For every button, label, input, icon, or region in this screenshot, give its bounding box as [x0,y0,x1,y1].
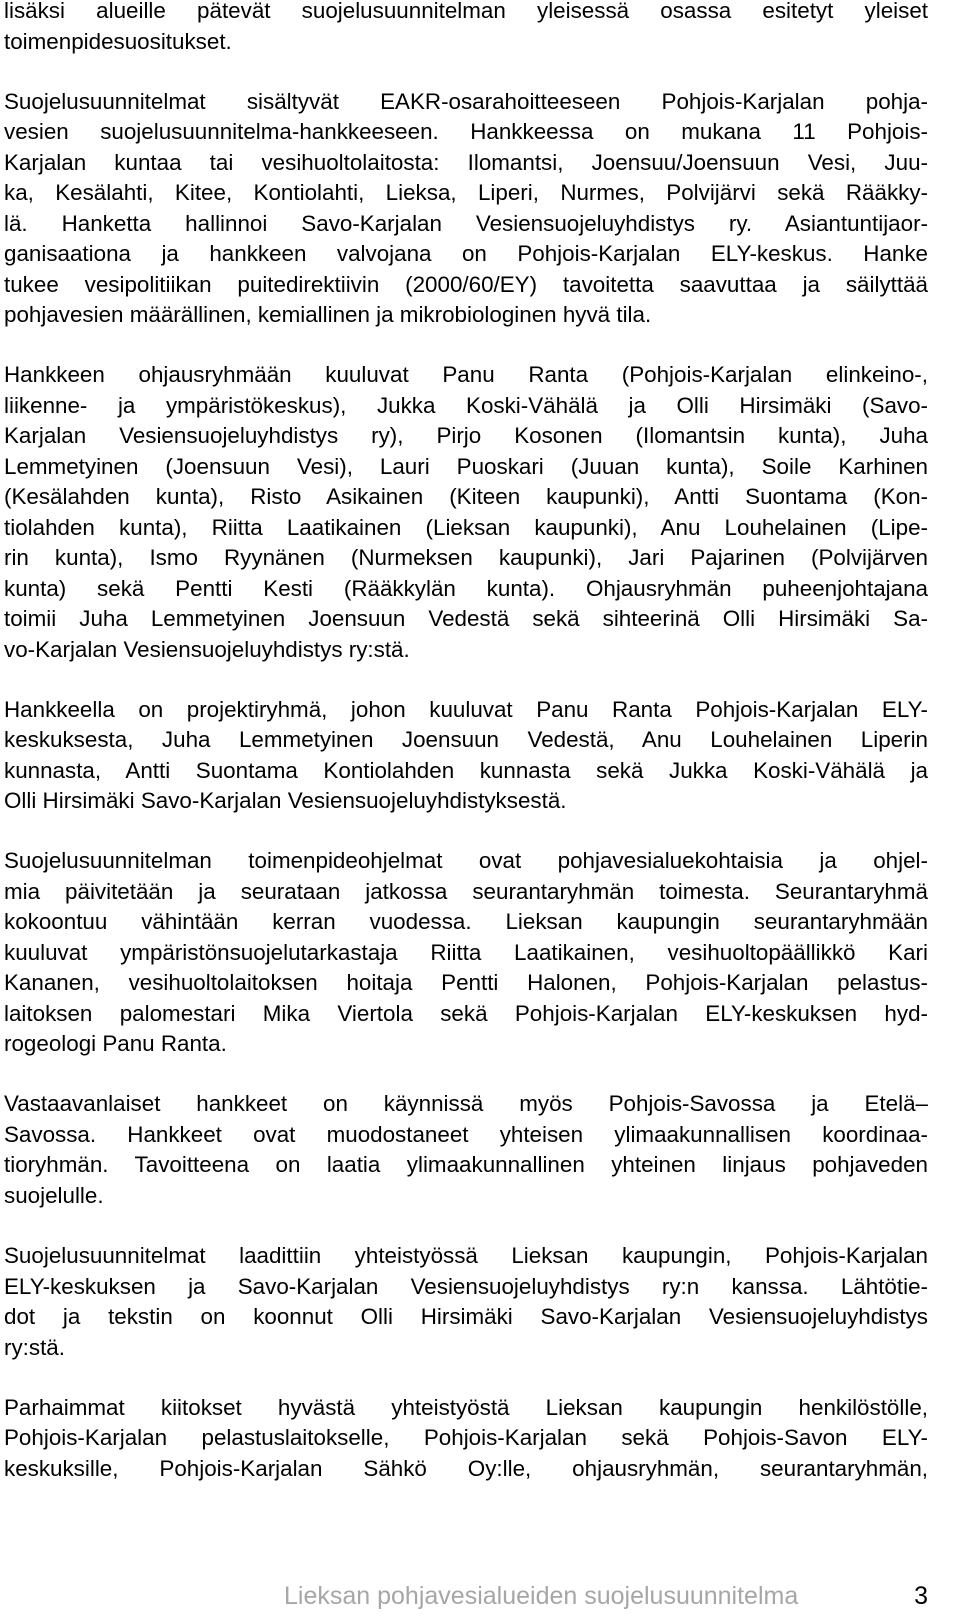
text-line: kuuluvat ympäristönsuojelutarkastaja Riitta Laatikainen, vesihuoltopäällikkö Kari [4,939,928,965]
paragraph [4,0,928,57]
text-line: dot ja tekstin on koonnut Olli Hirsimäki Savo-Karjalan Vesiensuojeluyhdistys [4,1304,928,1330]
text-line: Hankkeella on projektiryhmä, johon kuuluvat Panu Ranta Pohjois-Karjalan ELY- [4,696,928,722]
text-line: Savossa. Hankkeet ovat muodostaneet yhteisen ylimaakunnallisen koordinaa- [4,1121,928,1147]
text-line: kunta) sekä Pentti Kesti (Rääkkylän kunta). Ohjausryhmän puheenjohtajana [4,575,928,601]
text-line: laitoksen palomestari Mika Viertola sekä Pohjois-Karjalan ELY-keskuksen hyd- [4,1000,928,1026]
text-line: Suojelusuunnitelman toimenpideohjelmat ovat pohjavesialuekohtaisia ja ohjel- [4,848,928,874]
page-footer [284,1577,928,1615]
paragraph [4,87,928,331]
paragraph [4,1241,928,1363]
text-line: vesien suojelusuunnitelma-hankkeeseen. Hankkeessa on mukana 11 Pohjois- [4,119,928,145]
paragraph [4,360,928,665]
paragraph [4,695,928,817]
paragraph [4,1089,928,1211]
text-line: mia päivitetään ja seurataan jatkossa seurantaryhmän toimesta. Seurantaryhmä [4,878,928,904]
page-number: 3 [914,1581,928,1610]
document-body [4,0,928,1514]
text-line: vo-Karjalan Vesiensuojeluyhdistys ry:stä. [4,636,410,662]
paragraph [4,1393,928,1485]
text-line: Vastaavanlaiset hankkeet on käynnissä myös Pohjois-Savossa ja Etelä– [4,1091,928,1117]
text-line: toimii Juha Lemmetyinen Joensuun Vedestä sekä sihteerinä Olli Hirsimäki Sa- [4,606,928,632]
text-line: ELY-keskuksen ja Savo-Karjalan Vesiensuojeluyhdistys ry:n kanssa. Lähtötie- [4,1273,928,1299]
text-line: Parhaimmat kiitokset hyvästä yhteistyöstä Lieksan kaupungin henkilöstölle, [4,1394,928,1420]
text-line: toimenpidesuositukset. [4,28,232,54]
text-line: rogeologi Panu Ranta. [4,1031,227,1057]
text-line: tukee vesipolitiikan puitedirektiivin (2000/60/EY) tavoitetta saavuttaa ja säilyttää [4,271,928,297]
text-line: Suojelusuunnitelmat sisältyvät EAKR-osarahoitteeseen Pohjois-Karjalan pohja- [4,88,928,114]
text-line: Karjalan kuntaa tai vesihuoltolaitosta: Ilomantsi, Joensuu/Joensuun Vesi, Juu- [4,149,928,175]
text-line: (Kesälahden kunta), Risto Asikainen (Kiteen kaupunki), Antti Suontama (Kon- [4,484,928,510]
text-line: rin kunta), Ismo Ryynänen (Nurmeksen kaupunki), Jari Pajarinen (Polvijärven [4,545,928,571]
text-line: lisäksi alueille pätevät suojelusuunnitelman yleisessä osassa esitetyt yleiset [4,0,928,23]
text-line: Suojelusuunnitelmat laadittiin yhteistyössä Lieksan kaupungin, Pohjois-Karjalan [4,1243,928,1269]
text-line: Kananen, vesihuoltolaitoksen hoitaja Pentti Halonen, Pohjois-Karjalan pelastus- [4,970,928,996]
text-line: Pohjois-Karjalan pelastuslaitokselle, Pohjois-Karjalan sekä Pohjois-Savon ELY- [4,1425,928,1451]
footer-title: Lieksan pohjavesialueiden suojelusuunnitelma [284,1581,799,1610]
text-line: pohjavesien määrällinen, kemiallinen ja mikrobiologinen hyvä tila. [4,302,652,328]
text-line: keskuksesta, Juha Lemmetyinen Joensuun Vedestä, Anu Louhelainen Liperin [4,727,928,753]
text-line: Lemmetyinen (Joensuun Vesi), Lauri Puoskari (Juuan kunta), Soile Karhinen [4,453,928,479]
text-line: kokoontuu vähintään kerran vuodessa. Lieksan kaupungin seurantaryhmään [4,909,928,935]
text-line: ganisaationa ja hankkeen valvojana on Pohjois-Karjalan ELY-keskus. Hanke [4,241,928,267]
text-line: ry:stä. [4,1334,65,1360]
text-line: lä. Hanketta hallinnoi Savo-Karjalan Vesiensuojeluyhdistys ry. Asiantuntijaor- [4,210,928,236]
text-line: suojelulle. [4,1182,104,1208]
text-line: liikenne- ja ympäristökeskus), Jukka Koski-Vähälä ja Olli Hirsimäki (Savo- [4,392,928,418]
text-line: kunnasta, Antti Suontama Kontiolahden kunnasta sekä Jukka Koski-Vähälä ja [4,757,928,783]
text-line: tiolahden kunta), Riitta Laatikainen (Lieksan kaupunki), Anu Louhelainen (Lipe- [4,514,928,540]
text-line: Olli Hirsimäki Savo-Karjalan Vesiensuojeluyhdistyksestä. [4,788,567,814]
paragraph [4,846,928,1060]
text-line: keskuksille, Pohjois-Karjalan Sähkö Oy:lle, ohjausryhmän, seurantaryhmän, [4,1455,928,1481]
text-line: tioryhmän. Tavoitteena on laatia ylimaakunnallinen yhteinen linjaus pohjaveden [4,1152,928,1178]
text-line: Karjalan Vesiensuojeluyhdistys ry), Pirjo Kosonen (Ilomantsin kunta), Juha [4,423,928,449]
text-line: ka, Kesälahti, Kitee, Kontiolahti, Lieksa, Liperi, Nurmes, Polvijärvi sekä Rääkky- [4,180,928,206]
text-line: Hankkeen ohjausryhmään kuuluvat Panu Ranta (Pohjois-Karjalan elinkeino-, [4,362,928,388]
